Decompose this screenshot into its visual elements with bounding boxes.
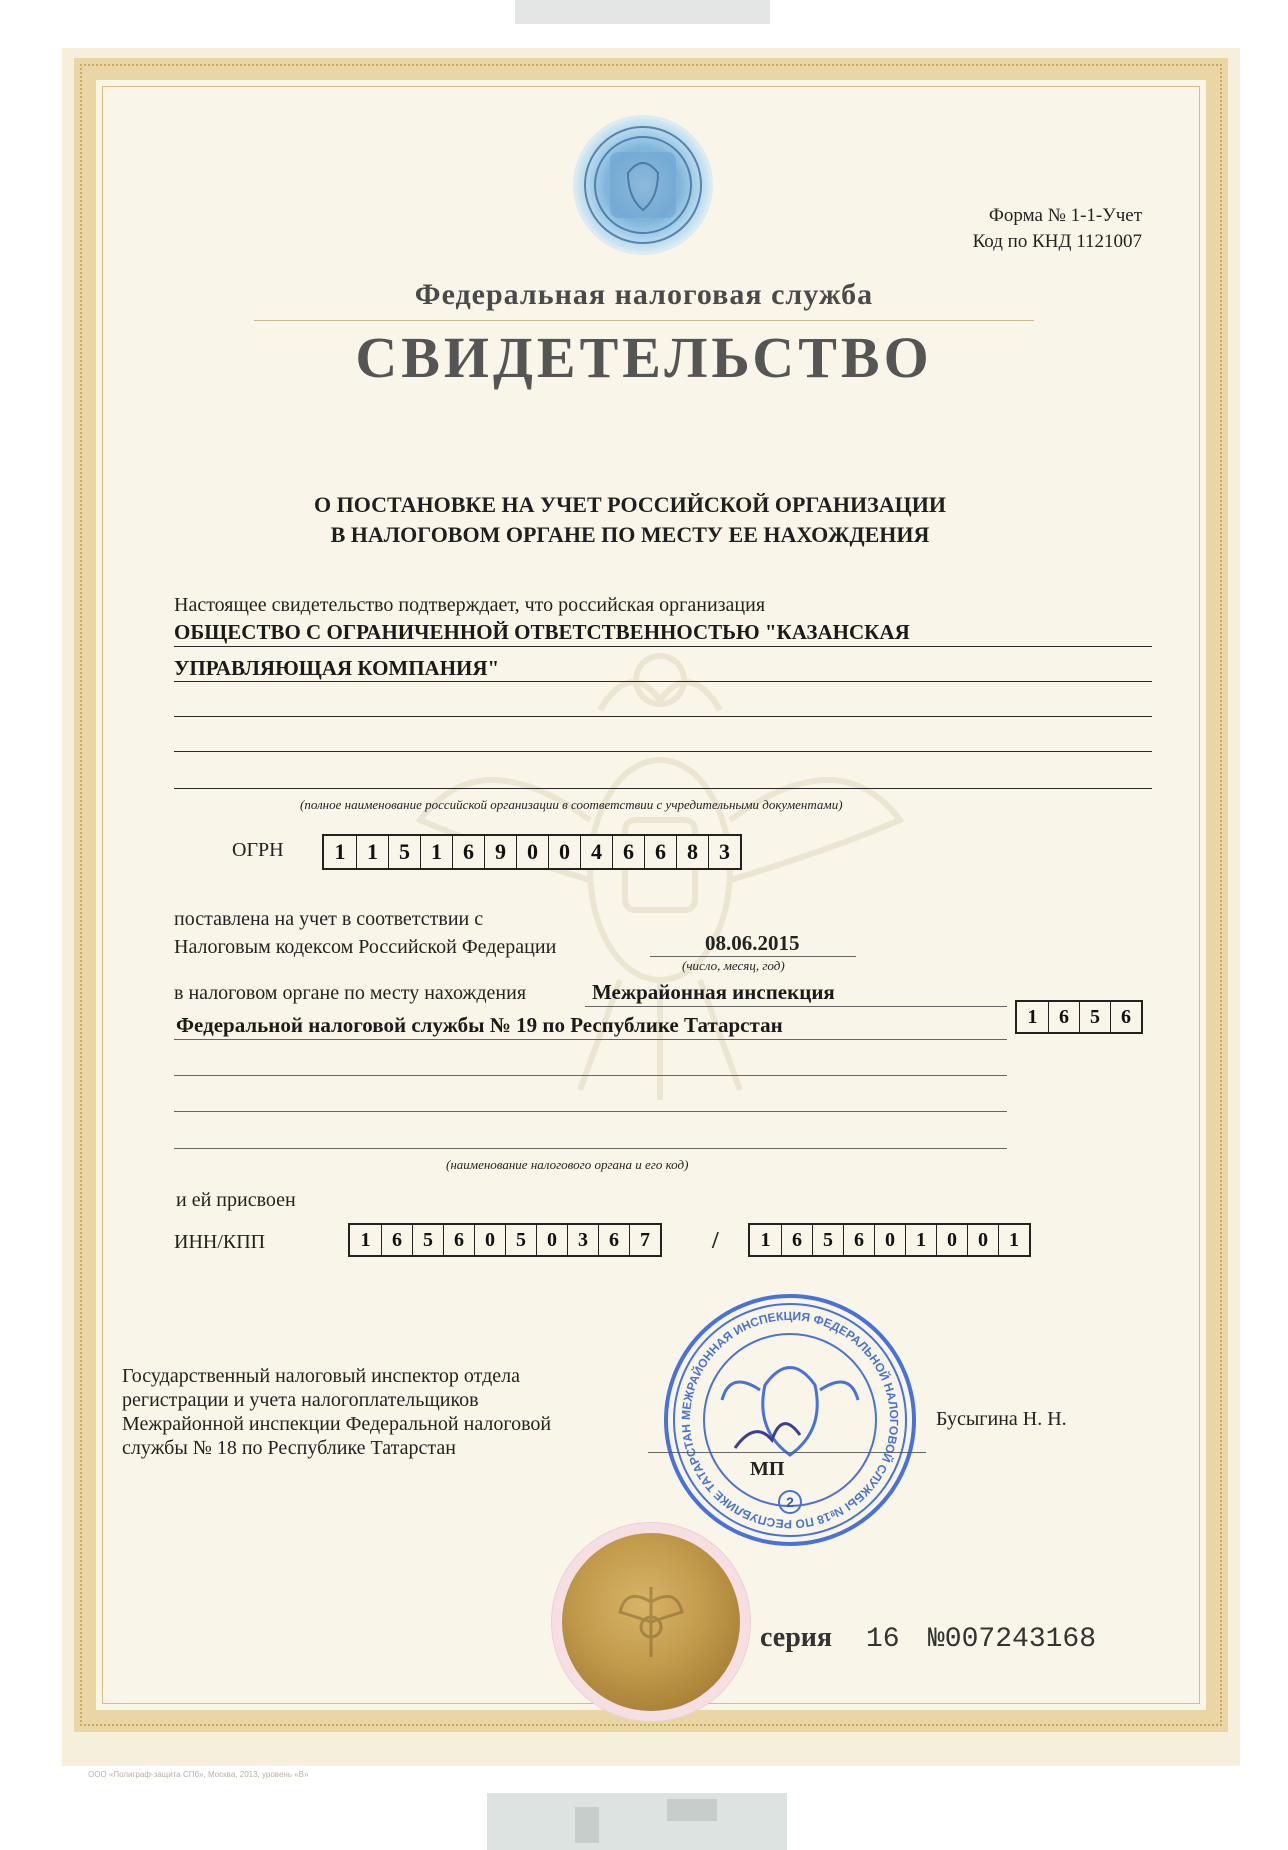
authority-line-1	[585, 1006, 1007, 1007]
kpp-digit: 5	[812, 1225, 843, 1255]
stamp-ring-text: МЕЖРАЙОННАЯ ИНСПЕКЦИЯ ФЕДЕРАЛЬНОЙ НАЛОГОВОЙ СЛУЖБЫ №18 ПО РЕСПУБЛИКЕ ТАТАРСТАН	[678, 1308, 902, 1532]
authority-line-3	[174, 1075, 1007, 1076]
subtitle-line-2: В НАЛОГОВОМ ОРГАНЕ ПО МЕСТУ ЕЕ НАХОЖДЕНИЯ	[330, 522, 930, 547]
authority-code-digit: 6	[1110, 1002, 1141, 1032]
inn-digit: 0	[536, 1225, 567, 1255]
organization-line-2	[174, 681, 1152, 682]
inn-kpp-label: ИНН/КПП	[174, 1231, 266, 1253]
organization-intro: Настоящее свидетельство подтверждает, что российская организация	[174, 594, 766, 616]
kpp-digit: 1	[998, 1225, 1029, 1255]
stamp-number: 2	[786, 1494, 794, 1510]
inn-digit: 1	[360, 1228, 371, 1251]
inn-digit: 3	[567, 1225, 598, 1255]
inspector-position-line-4: службы № 18 по Республике Татарстан	[122, 1437, 456, 1459]
ogrn-digit: 3	[708, 836, 740, 868]
ogrn-digit: 4	[580, 836, 612, 868]
ogrn-digit: 9	[484, 836, 516, 868]
kpp-digit: 0	[874, 1225, 905, 1255]
official-stamp	[660, 1290, 920, 1550]
inn-digit: 5	[412, 1225, 443, 1255]
organization-line-1	[174, 646, 1152, 647]
ogrn-digit: 5	[388, 836, 420, 868]
inn-digit: 7	[629, 1225, 660, 1255]
ogrn-digit: 0	[548, 836, 580, 868]
ogrn-digit: 1	[334, 839, 346, 864]
authority-line-4	[174, 1111, 1007, 1112]
knd-code: Код по КНД 1121007	[972, 231, 1142, 252]
ogrn-digit: 1	[420, 836, 452, 868]
ogrn-label: ОГРН	[232, 839, 284, 861]
organization-line-3	[174, 716, 1152, 717]
authority-code-boxes	[1015, 1000, 1143, 1034]
title-rule	[254, 320, 1034, 321]
document-subtitle	[0, 490, 1260, 550]
scan-tab-top	[515, 0, 770, 24]
serial-number: №007243168	[928, 1624, 1097, 1655]
authority-code-digit: 6	[1048, 1002, 1079, 1032]
subtitle-line-1: О ПОСТАНОВКЕ НА УЧЕТ РОССИЙСКОЙ ОРГАНИЗАЦИИ	[314, 492, 946, 517]
registration-line-2: Налоговым кодексом Российской Федерации	[174, 936, 557, 958]
kpp-digit: 6	[781, 1225, 812, 1255]
authority-name-line-1: Межрайонная инспекция	[592, 980, 835, 1004]
date-caption: (число, месяц, год)	[682, 958, 785, 973]
kpp-digit: 0	[967, 1225, 998, 1255]
authority-code-digit: 5	[1079, 1002, 1110, 1032]
organization-name-line-1: ОБЩЕСТВО С ОГРАНИЧЕННОЙ ОТВЕТСТВЕННОСТЬЮ "КАЗАНСКАЯ	[174, 620, 910, 644]
inn-digit: 6	[381, 1225, 412, 1255]
inspector-position	[122, 1364, 551, 1460]
ogrn-boxes	[322, 834, 742, 870]
inspector-name: Бусыгина Н. Н.	[936, 1408, 1067, 1430]
inspector-position-line-3: Межрайонной инспекции Федеральной налоговой	[122, 1413, 552, 1435]
mp-label: МП	[750, 1458, 785, 1480]
kpp-digit: 6	[843, 1225, 874, 1255]
authority-caption: (наименование налогового органа и его код)	[446, 1157, 689, 1172]
service-name: Федеральная налоговая служба	[414, 278, 874, 311]
gold-seal	[562, 1533, 740, 1711]
form-number: Форма № 1-1-Учет	[988, 205, 1142, 226]
inn-kpp-separator: /	[712, 1228, 719, 1254]
authority-place-label: в налоговом органе по месту нахождения	[174, 982, 527, 1004]
document-title: СВИДЕТЕЛЬСТВО	[355, 325, 933, 390]
series-value: 16	[866, 1624, 900, 1655]
assigned-label: и ей присвоен	[176, 1189, 296, 1211]
ogrn-digit: 6	[452, 836, 484, 868]
inn-digit: 6	[443, 1225, 474, 1255]
inn-digit: 0	[474, 1225, 505, 1255]
kpp-boxes	[748, 1223, 1031, 1257]
ogrn-digit: 1	[356, 836, 388, 868]
series-label: серия	[760, 1622, 833, 1653]
registration-date: 08.06.2015	[705, 931, 800, 955]
inn-digit: 6	[598, 1225, 629, 1255]
ogrn-digit: 6	[644, 836, 676, 868]
inspector-position-line-1: Государственный налоговый инспектор отдела	[122, 1365, 521, 1387]
organization-name-caption: (полное наименование российской организации в соответствии с учредительными документами)	[300, 797, 843, 812]
eagle-seal-icon	[616, 1577, 686, 1667]
kpp-digit: 1	[905, 1225, 936, 1255]
organization-name-line-2: УПРАВЛЯЮЩАЯ КОМПАНИЯ"	[174, 656, 500, 680]
kpp-digit: 1	[760, 1228, 771, 1251]
authority-name-line-2: Федеральной налоговой службы № 19 по Республике Татарстан	[176, 1013, 783, 1037]
organization-line-5	[174, 788, 1152, 789]
registration-line-1: поставлена на учет в соответствии с	[174, 908, 484, 930]
eagle-watermark-icon	[400, 620, 920, 1120]
printer-info: ООО «Полиграф-защита СПб», Москва, 2013, уровень «В»	[88, 1770, 309, 1779]
form-info	[973, 203, 1142, 255]
ogrn-digit: 0	[516, 836, 548, 868]
inn-digit: 5	[505, 1225, 536, 1255]
authority-line-2	[174, 1039, 1007, 1040]
authority-code-digit: 1	[1027, 1005, 1038, 1028]
ogrn-digit: 8	[676, 836, 708, 868]
inn-boxes	[348, 1223, 662, 1257]
scan-tab-bottom	[487, 1793, 787, 1850]
authority-line-5	[174, 1148, 1007, 1149]
organization-line-4	[174, 751, 1152, 752]
hologram-emblem	[576, 118, 710, 252]
kpp-digit: 0	[936, 1225, 967, 1255]
date-line	[650, 956, 856, 957]
inspector-position-line-2: регистрации и учета налогоплательщиков	[122, 1389, 479, 1411]
ogrn-digit: 6	[612, 836, 644, 868]
